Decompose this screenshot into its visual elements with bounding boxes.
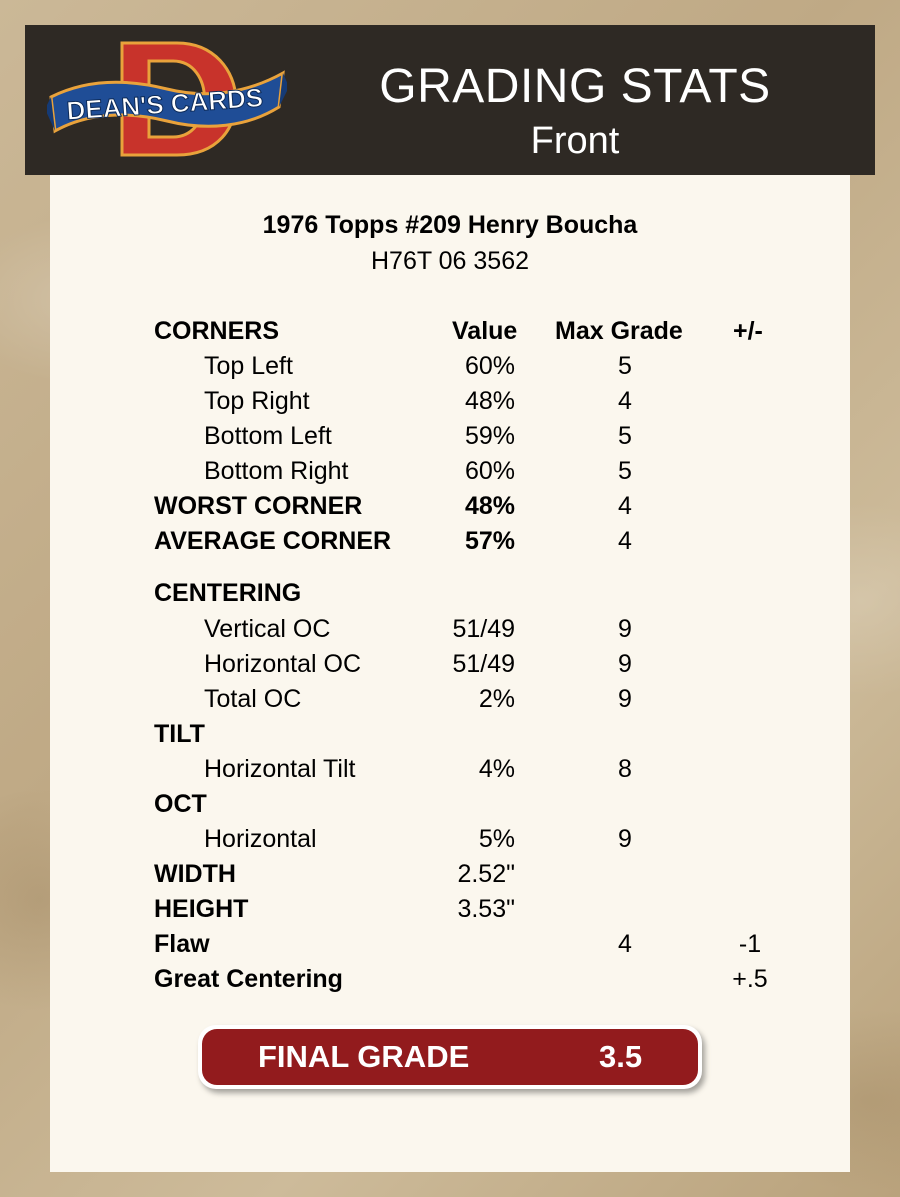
stat-value: 48% [464, 492, 515, 520]
stat-value: 60% [464, 457, 515, 485]
stat-row [50, 422, 850, 454]
stat-label: Horizontal [204, 825, 317, 853]
stat-row [50, 825, 850, 857]
stat-value: 59% [464, 422, 515, 450]
stat-value: 57% [464, 527, 515, 555]
section-row [50, 790, 850, 822]
section-label-tilt: TILT [154, 720, 205, 748]
stat-row [50, 492, 850, 524]
stat-max-grade: 5 [618, 457, 632, 485]
deans-cards-logo [47, 37, 287, 162]
stat-row [50, 387, 850, 419]
stat-plus-minus: +.5 [732, 965, 768, 993]
stat-value: 4% [478, 755, 515, 783]
stat-max-grade: 4 [618, 527, 632, 555]
stat-max-grade: 9 [618, 825, 632, 853]
stat-row [50, 965, 850, 997]
column-header-plus-minus: +/- [733, 317, 763, 345]
svg-text:DEAN'S CARDS: DEAN'S CARDS [65, 82, 265, 126]
stat-max-grade: 8 [618, 755, 632, 783]
section-label-centering: CENTERING [154, 579, 302, 607]
stat-label: HEIGHT [154, 895, 249, 923]
stat-row [50, 352, 850, 384]
final-grade-label: FINAL GRADE [258, 1039, 470, 1074]
stat-row [50, 615, 850, 647]
stat-max-grade: 9 [618, 685, 632, 713]
stat-max-grade: 4 [618, 930, 632, 958]
stat-label: Flaw [154, 930, 210, 958]
stat-row [50, 457, 850, 489]
header-bar [25, 25, 875, 175]
stat-value: 51/49 [452, 650, 515, 678]
stat-label: Top Right [204, 387, 310, 415]
stat-max-grade: 5 [618, 352, 632, 380]
stat-row [50, 650, 850, 682]
stat-value: 2.52" [457, 860, 515, 888]
stat-max-grade: 4 [618, 492, 632, 520]
stat-max-grade: 4 [618, 387, 632, 415]
stats-header-row [50, 317, 850, 349]
stat-label: Top Left [204, 352, 293, 380]
section-label-corners: CORNERS [154, 317, 280, 345]
stat-row [50, 755, 850, 787]
stat-row [50, 860, 850, 892]
stat-label: WORST CORNER [154, 492, 363, 520]
column-header-value: Value [452, 317, 518, 345]
stat-row [50, 930, 850, 962]
cert-number: H76T 06 3562 [371, 247, 529, 275]
stat-label: Vertical OC [204, 615, 331, 643]
section-label-oct: OCT [154, 790, 207, 818]
stat-label: Horizontal Tilt [204, 755, 356, 783]
stat-value: 2% [478, 685, 515, 713]
stat-label: Total OC [204, 685, 302, 713]
stat-max-grade: 5 [618, 422, 632, 450]
stats-panel [50, 175, 850, 1172]
page-title: GRADING STATS [379, 60, 771, 113]
section-row [50, 720, 850, 752]
stat-value: 60% [464, 352, 515, 380]
column-header-max-grade: Max Grade [555, 317, 683, 345]
stat-value: 5% [478, 825, 515, 853]
stat-label: WIDTH [154, 860, 236, 888]
stat-value: 51/49 [452, 615, 515, 643]
stat-label: Horizontal OC [204, 650, 361, 678]
stat-label: Bottom Left [204, 422, 332, 450]
section-row [50, 579, 850, 611]
page-subtitle: Front [530, 120, 620, 162]
card-name: 1976 Topps #209 Henry Boucha [262, 211, 638, 239]
stat-row [50, 527, 850, 559]
stat-max-grade: 9 [618, 650, 632, 678]
stat-value: 48% [464, 387, 515, 415]
stat-max-grade: 9 [618, 615, 632, 643]
final-grade-box [198, 1025, 702, 1089]
stat-label: Great Centering [154, 965, 343, 993]
stat-label: Bottom Right [204, 457, 349, 485]
stat-label: AVERAGE CORNER [154, 527, 392, 555]
stat-value: 3.53" [457, 895, 515, 923]
final-grade-value: 3.5 [599, 1039, 643, 1074]
stat-plus-minus: -1 [738, 930, 762, 958]
stat-row [50, 895, 850, 927]
stat-row [50, 685, 850, 717]
final-grade-badge [202, 1029, 698, 1085]
